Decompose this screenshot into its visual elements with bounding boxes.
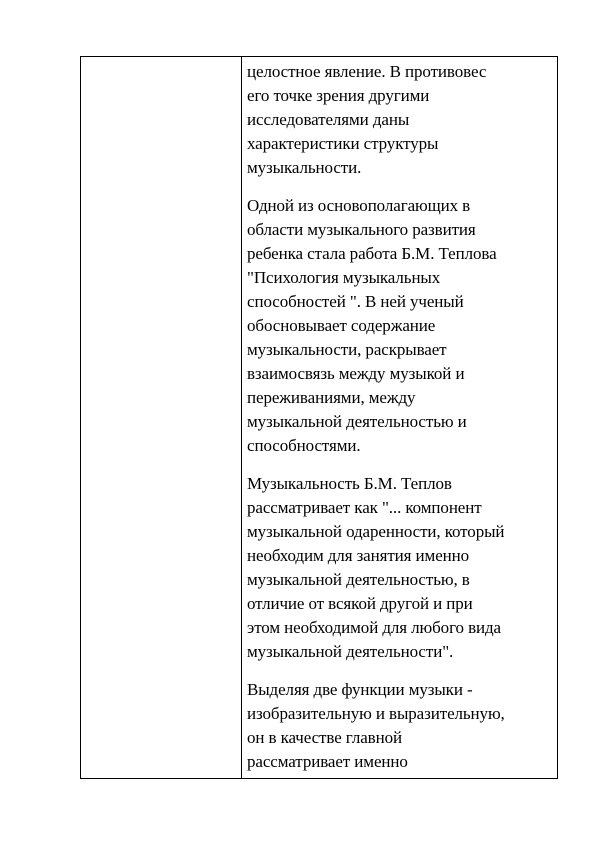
text-line: исследователями даны <box>247 110 410 129</box>
text-line: музыкальной одаренности, который <box>247 522 505 541</box>
text-line: взаимосвязь между музыкой и <box>247 364 465 383</box>
paragraph-1 <box>247 60 559 180</box>
text-line: Музыкальность Б.М. Теплов <box>247 474 452 493</box>
table-right-cell <box>247 60 559 788</box>
paragraph-4 <box>247 678 559 774</box>
text-line: отличие от всякой другой и при <box>247 594 473 613</box>
paragraph-2 <box>247 194 559 458</box>
text-line: музыкальной деятельностью, в <box>247 570 470 589</box>
text-line: рассматривает именно <box>247 752 408 771</box>
text-line: изобразительную и выразительную, <box>247 704 505 723</box>
text-line: переживаниями, между <box>247 388 416 407</box>
text-line: области музыкального развития <box>247 220 476 239</box>
text-line: обосновывает содержание <box>247 316 436 335</box>
text-line: музыкальной деятельности". <box>247 642 454 661</box>
text-line: музыкальности. <box>247 158 362 177</box>
text-line: необходим для занятия именно <box>247 546 470 565</box>
text-line: способностей ". В ней ученый <box>247 292 464 311</box>
text-line: ребенка стала работа Б.М. Теплова <box>247 244 497 263</box>
table-left-cell <box>81 57 241 778</box>
text-line: он в качестве главной <box>247 728 402 747</box>
text-line: Одной из основополагающих в <box>247 196 471 215</box>
text-line: целостное явление. В противовес <box>247 62 487 81</box>
document-table <box>80 56 558 779</box>
text-line: "Психология музыкальных <box>247 268 441 287</box>
text-line: музыкальной деятельностью и <box>247 412 467 431</box>
text-line: характеристики структуры <box>247 134 439 153</box>
text-line: способностями. <box>247 436 361 455</box>
text-line: музыкальности, раскрывает <box>247 340 447 359</box>
paragraph-3 <box>247 472 559 664</box>
text-line: этом необходимой для любого вида <box>247 618 501 637</box>
text-line: рассматривает как "... компонент <box>247 498 482 517</box>
column-divider <box>241 57 242 778</box>
text-line: Выделяя две функции музыки - <box>247 680 473 699</box>
text-line: его точке зрения другими <box>247 86 430 105</box>
